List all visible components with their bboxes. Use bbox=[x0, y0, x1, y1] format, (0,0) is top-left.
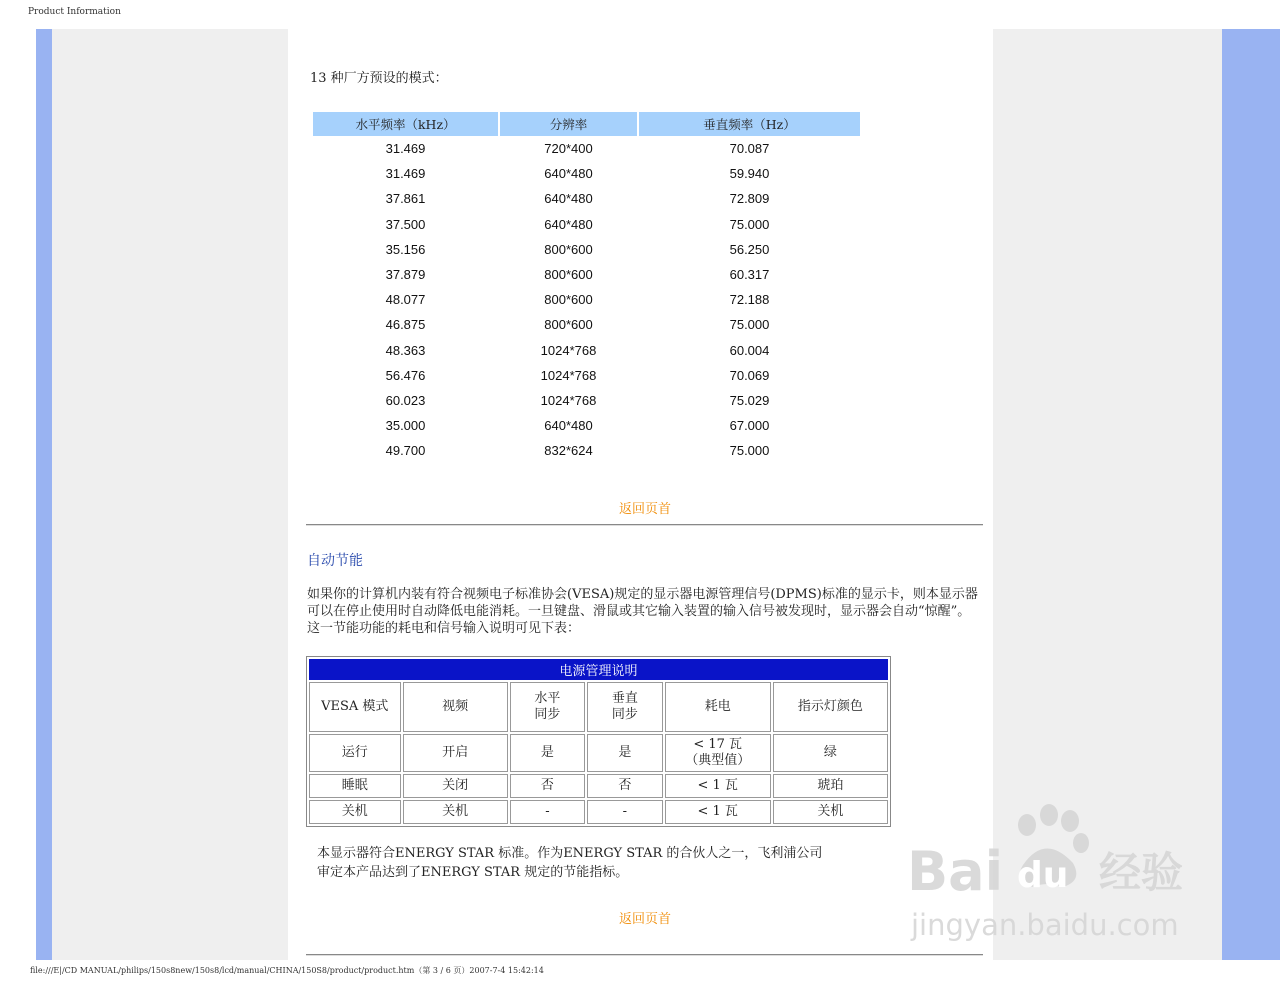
cell-vertical-freq: 70.087 bbox=[729, 141, 770, 157]
cell-horizontal-freq: 31.469 bbox=[385, 141, 426, 157]
cell-vertical-freq: 75.029 bbox=[729, 392, 770, 408]
energy-star-note bbox=[317, 844, 822, 882]
col-header-horizontal-freq: 水平频率（kHz） bbox=[313, 112, 498, 136]
svg-text:经验: 经验 bbox=[1099, 848, 1184, 897]
power-table-cell: - bbox=[587, 800, 662, 824]
power-table-cell: 否 bbox=[587, 774, 662, 798]
cell-resolution: 640*480 bbox=[544, 418, 593, 434]
table-row bbox=[313, 237, 860, 262]
section-title-auto-power-save: 自动节能 bbox=[307, 553, 363, 569]
power-table-cell: 是 bbox=[587, 734, 662, 772]
table-row bbox=[313, 287, 860, 312]
power-management-table bbox=[307, 657, 890, 826]
table-row bbox=[313, 262, 860, 287]
cell-horizontal-freq: 35.156 bbox=[385, 241, 426, 257]
table-row bbox=[313, 136, 860, 161]
table-row bbox=[313, 338, 860, 363]
back-to-top-link-1[interactable]: 返回页首 bbox=[619, 502, 672, 517]
cell-horizontal-freq: 48.363 bbox=[385, 342, 426, 358]
power-table-cell: 运行 bbox=[309, 734, 401, 772]
cell-vertical-freq: 60.317 bbox=[729, 267, 770, 283]
power-table-cell: - bbox=[510, 800, 585, 824]
right-blue-bar bbox=[1222, 29, 1280, 960]
cell-vertical-freq: 72.188 bbox=[729, 292, 770, 308]
power-table-cell: 睡眠 bbox=[309, 774, 401, 798]
table-row bbox=[313, 212, 860, 237]
baidu-jingyan-watermark bbox=[905, 795, 1205, 945]
power-table-cell: 关机 bbox=[403, 800, 508, 824]
power-table-cell: 否 bbox=[510, 774, 585, 798]
cell-resolution: 1024*768 bbox=[540, 367, 597, 383]
power-table-cell: 关机 bbox=[773, 800, 888, 824]
col-header-vertical-freq: 垂直频率（Hz） bbox=[639, 112, 860, 136]
cell-vertical-freq: 75.000 bbox=[729, 317, 770, 333]
back-to-top-link-2[interactable]: 返回页首 bbox=[619, 912, 672, 927]
cell-vertical-freq: 70.069 bbox=[729, 367, 770, 383]
power-table-header-cell: 水平 同步 bbox=[510, 682, 585, 732]
cell-vertical-freq: 59.940 bbox=[729, 166, 770, 182]
cell-resolution: 1024*768 bbox=[540, 342, 597, 358]
power-management-table-frame bbox=[306, 656, 891, 827]
table-row bbox=[313, 186, 860, 211]
preset-modes-table bbox=[311, 112, 862, 463]
divider-1 bbox=[306, 524, 983, 526]
table-row bbox=[313, 413, 860, 438]
power-table-title: 电源管理说明 bbox=[309, 659, 888, 680]
table-row bbox=[313, 312, 860, 337]
cell-horizontal-freq: 48.077 bbox=[385, 292, 426, 308]
page-footer-path: file:///E|/CD MANUAL/philips/150s8new/150s8/lcd/manual/CHINA/150S8/product/product.htm（第 3 / 6 页）2007-7-4 15:42:14 bbox=[30, 966, 544, 975]
power-table-header-cell: 视频 bbox=[403, 682, 508, 732]
energy-star-note-line-2: 审定本产品达到了ENERGY STAR 规定的节能指标。 bbox=[317, 865, 629, 880]
cell-resolution: 800*600 bbox=[544, 267, 593, 283]
left-blue-bar bbox=[36, 29, 52, 960]
cell-resolution: 800*600 bbox=[544, 317, 593, 333]
cell-horizontal-freq: 35.000 bbox=[385, 418, 426, 434]
cell-resolution: 640*480 bbox=[544, 191, 593, 207]
table-row bbox=[313, 363, 860, 388]
page-header-text: Product Information bbox=[28, 7, 121, 17]
cell-vertical-freq: 67.000 bbox=[729, 418, 770, 434]
cell-horizontal-freq: 56.476 bbox=[385, 367, 426, 383]
table-row bbox=[309, 734, 888, 772]
svg-text:du: du bbox=[1017, 855, 1069, 896]
power-table-header-cell: VESA 模式 bbox=[309, 682, 401, 732]
cell-horizontal-freq: 46.875 bbox=[385, 317, 426, 333]
cell-resolution: 800*600 bbox=[544, 241, 593, 257]
power-table-header-cell: 指示灯颜色 bbox=[773, 682, 888, 732]
power-save-paragraph: 如果你的计算机内装有符合视频电子标准协会(VESA)规定的显示器电源管理信号(DPMS)标准的显示卡，则本显示器可以在停止使用时自动降低电能消耗。一旦键盘、滑鼠或其它输入装置的输入信号被发现时，显示器会自动“惊醒”。这一节能功能的耗电和信号输入说明可见下表： bbox=[307, 587, 978, 636]
cell-vertical-freq: 75.000 bbox=[729, 216, 770, 232]
power-table-cell: 关闭 bbox=[403, 774, 508, 798]
cell-horizontal-freq: 37.879 bbox=[385, 267, 426, 283]
cell-resolution: 1024*768 bbox=[540, 392, 597, 408]
cell-horizontal-freq: 60.023 bbox=[385, 392, 426, 408]
power-table-cell: 琥珀 bbox=[773, 774, 888, 798]
cell-resolution: 640*480 bbox=[544, 216, 593, 232]
cell-horizontal-freq: 49.700 bbox=[385, 443, 426, 459]
power-table-header-cell: 耗电 bbox=[665, 682, 771, 732]
cell-resolution: 800*600 bbox=[544, 292, 593, 308]
cell-horizontal-freq: 37.861 bbox=[385, 191, 426, 207]
power-table-cell: < 17 瓦 （典型值） bbox=[665, 734, 771, 772]
col-header-resolution: 分辨率 bbox=[500, 112, 637, 136]
power-table-header-row bbox=[309, 682, 888, 732]
cell-vertical-freq: 72.809 bbox=[729, 191, 770, 207]
table-row bbox=[309, 800, 888, 824]
power-table-cell: 开启 bbox=[403, 734, 508, 772]
divider-2 bbox=[306, 954, 983, 956]
power-table-header-cell: 垂直 同步 bbox=[587, 682, 662, 732]
power-table-cell: 关机 bbox=[309, 800, 401, 824]
cell-vertical-freq: 75.000 bbox=[729, 443, 770, 459]
cell-horizontal-freq: 31.469 bbox=[385, 166, 426, 182]
left-gray-panel bbox=[52, 29, 288, 960]
cell-horizontal-freq: 37.500 bbox=[385, 216, 426, 232]
preset-modes-intro: 13 种厂方预设的模式： bbox=[310, 71, 448, 86]
table-row bbox=[309, 774, 888, 798]
power-table-cell: 绿 bbox=[773, 734, 888, 772]
power-table-cell: 是 bbox=[510, 734, 585, 772]
cell-resolution: 640*480 bbox=[544, 166, 593, 182]
table-row bbox=[313, 161, 860, 186]
svg-text:Bai: Bai bbox=[907, 840, 1004, 903]
cell-vertical-freq: 56.250 bbox=[729, 241, 770, 257]
power-table-cell: < 1 瓦 bbox=[665, 800, 771, 824]
table-row bbox=[313, 438, 860, 463]
cell-resolution: 720*400 bbox=[544, 141, 593, 157]
cell-vertical-freq: 60.004 bbox=[729, 342, 770, 358]
energy-star-note-line-1: 本显示器符合ENERGY STAR 标准。作为ENERGY STAR 的合伙人之一，飞利浦公司 bbox=[317, 846, 823, 861]
power-table-cell: < 1 瓦 bbox=[665, 774, 771, 798]
table-row bbox=[313, 388, 860, 413]
svg-text:jingyan.baidu.com: jingyan.baidu.com bbox=[911, 908, 1179, 942]
cell-resolution: 832*624 bbox=[544, 443, 593, 459]
